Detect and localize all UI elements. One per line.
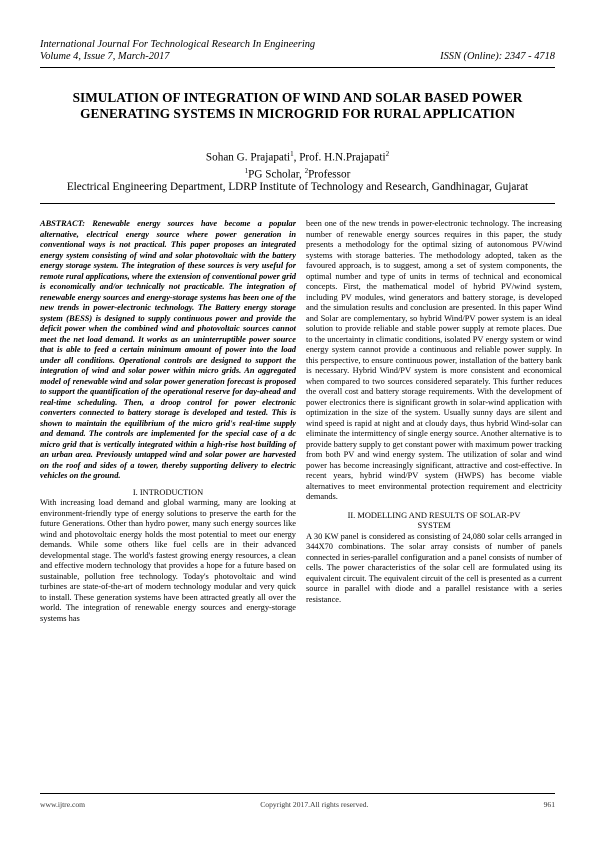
role-2-sup: 2 (304, 166, 309, 175)
section-heading-modelling-line1: II. MODELLING AND RESULTS OF SOLAR-PV (347, 510, 521, 520)
section-heading-introduction: I. INTRODUCTION (132, 487, 204, 497)
author-1-sup: 1 (290, 150, 294, 158)
section-heading-modelling-line2: SYSTEM (417, 521, 451, 530)
author-2-sup: 2 (385, 150, 390, 158)
author-2: Prof. H.N.Prajapati (299, 151, 386, 164)
author-block (20, 148, 575, 194)
author-1: Sohan G. Prajapati (205, 151, 291, 164)
footer-website: www.ijtre.com (40, 800, 86, 809)
author-separator: , (293, 151, 300, 164)
abstract: ABSTRACT: Renewable energy sources have become a popular alternative, electrical energy source where power generation in conventional ways is not practical. This paper proposes an integrated energy system consisting of wind and solar photovoltaic with the battery energy storage system. The integration of these sources is very useful for remote rural applications, where the extension of conventional power grid is economically and/or technically not practicable. The integration of renewable energy sources and energy-storage systems has been one of the new trends in power-electronic technology. The Battery energy storage system (BESS) is designed to supply continuous power and provide the deficit power when the combined wind and photovoltaic sources cannot meet the net load demand. It works as an uninterruptible power source that is able to feed a certain minimum amount of power into the load under all conditions. Operational controls are designed to support the integration of wind and solar power within micro grids. An aggregated model of renewable wind and solar power generation forecast is proposed to support the quantification of the operational reserve for day-ahead and real-time scheduling. Then, a droop control for power electronic converters connected to battery storage is developed and tested. This is shown to maintain the equilibrium of the micro grid's real-time supply and demand. The controls are implemented for the special case of a dc micro grid that is vertically integrated within a high-rise host building of an urban area. Previously untapped wind and solar power are harvested on the roof and sides of a tower, thereby supporting delivery to electric vehicles on the ground. (40, 219, 296, 480)
author-names (20, 148, 575, 165)
author-rule (40, 203, 555, 204)
role-1-sup: 1 (244, 166, 249, 175)
journal-name: International Journal For Technological Research In Engineering (40, 39, 316, 50)
introduction-continuation: been one of the new trends in power-electronic technology. The increasing number of renewable energy sources requires in this paper, the study presents a methodology for the optimal sizing of autonomous PV/wind systems with storage batteries. The methodology adopted, taken as the favoured approach, is to suggest, among a set of system components, the optimal number and type of units in terms of technical and economical concepts. First, the mathematical model of hybrid PV/wind system, including PV modules, wind generators and battery storage, is developed and the simulation results and conclusion are presented. In this paper Wind and Solar are complementary, so hybrid Wind/PV power system is an ideal solution to provide reliable and stable power supply at remote places. Due to the uncertainty in climatic conditions, isolated PV energy system or wind energy system cannot provide a continuous and reliable power supply. In this perspective, to ensure continuous power, installation of the battery bank is necessary. Hybrid Wind/PV system is more consistent and economical when compared to two sources considered separately. This further reduces the overall cost and battery storage requirements. With the development of power electronics there is significant growth in solar-wind application with optimization in the size of the system. Usually sunny days are silent and wind speed is rapid at night and at cloudy days, thus hybrid Wind-solar can eliminate the intermittency of single energy source. Another alternative is to provide battery supply to get constant power with maximum power tracking from both PV and wind energy system. The utilization of solar and wind power has become increasingly significant, attractive and cost-effective. In recent years, hybrid wind/PV system (HWPS) has become viable alternatives to meet environmental protection requirement and electricity demands. (306, 219, 562, 501)
section-heading-modelling (306, 511, 562, 532)
journal-issn: ISSN (Online): 2347 - 4718 (440, 51, 555, 62)
page-footer (40, 800, 555, 809)
header-rule (40, 67, 555, 68)
paper-title: SIMULATION OF INTEGRATION OF WIND AND SOLAR BASED POWER GENERATING SYSTEMS IN MICROGRID FOR RURAL APPLICATION (72, 90, 523, 121)
role-2: Professor (308, 168, 351, 181)
journal-meta-row (40, 51, 555, 63)
journal-header (40, 39, 555, 63)
journal-volume: Volume 4, Issue 7, March-2017 (40, 51, 170, 62)
footer-page-number: 961 (543, 800, 555, 809)
footer-rule (40, 793, 555, 794)
role-1: PG Scholar, (248, 168, 305, 181)
introduction-body: With increasing load demand and global warming, many are looking at environment-friendly type of energy solutions to preserve the earth for the future Generations. Other than hydro power, many such energy sources like wind and photovoltaic energy holds the most potential to meet our energy demands. While some others like fuel cells are in their advanced developmental stage. The world's fastest growing energy resources, a clean and effective modern technology that provides a hope for a future based on sustainable, pollution free technology. Today's photovoltaic and wind turbines are state-of-the-art of modern technology modular and very quick to install. These generation systems have been attracted greatly all over the world. The integration of renewable energy sources and energy-storage systems has (40, 498, 296, 623)
left-column (40, 219, 296, 624)
modelling-body: A 30 KW panel is considered as consisting of 24,080 solar cells arranged in 344X70 combinations. The solar array consists of number of panels connected in series-parallel configuration and a panel consists of number of cells. The power characteristics of the solar cell are formulated using its equivalent circuit. The equivalent circuit of the cell is presented as a current source in parallel with diode and a parallel resistance with a series resistance. (306, 531, 562, 604)
right-column (306, 219, 562, 605)
author-roles (20, 165, 575, 182)
affiliation: Electrical Engineering Department, LDRP Institute of Technology and Research, Gandhinagar, Gujarat (66, 181, 529, 194)
footer-copyright: Copyright 2017.All rights reserved. (260, 800, 369, 809)
